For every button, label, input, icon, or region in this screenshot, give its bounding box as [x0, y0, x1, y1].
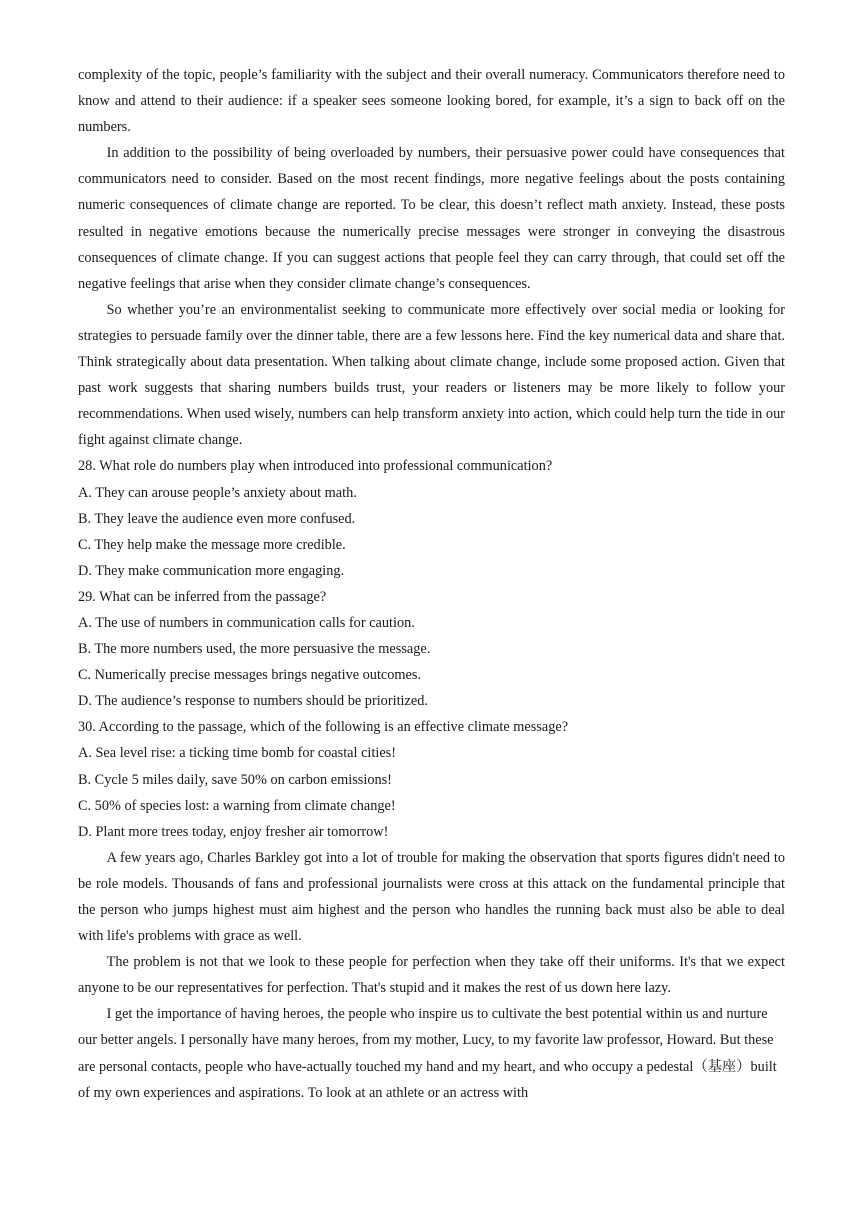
question-30-option-d: D. Plant more trees today, enjoy fresher air tomorrow! — [78, 823, 389, 840]
passage-one-paragraph-1: complexity of the topic, people’s familiarity with the subject and their overall numeracy. Communicators therefore need to know and attend to their audience: if a speaker sees someone looking bored, for example, it’s a sign to back off on the numbers. — [78, 67, 785, 136]
passage-one-paragraph-3: So whether you’re an environmentalist seeking to communicate more effectively over social media or looking for strategies to persuade family over the dinner table, there are a few lessons here. Find the key numerical data and share that. Think strategically about data presentation. When talking about climate change, include some proposed action. Given that past work suggests that sharing numbers builds trust, your readers or listeners may be more likely to follow your recommendations. When used wisely, numbers can help transform anxiety into action, which could help turn the tide in our fight against climate change. — [78, 301, 785, 449]
question-28-stem: 28. What role do numbers play when introduced into professional communication? — [78, 458, 553, 475]
question-30-option-b: B. Cycle 5 miles daily, save 50% on carbon emissions! — [78, 771, 392, 788]
passage-one-paragraph-2: In addition to the possibility of being overloaded by numbers, their persuasive power could have consequences that communicators need to consider. Based on the most recent findings, more negative feelings about the posts containing numeric consequences of climate change are reported. To be clear, this doesn’t reflect math anxiety. Instead, these posts resulted in negative emotions because the numerically precise messages were stronger in conveying the disastrous consequences of climate change. If you can suggest actions that people feel they can carry through, that could set off the negative feelings that arise when they consider climate change’s consequences. — [78, 145, 785, 292]
passage-one — [78, 62, 785, 453]
question-28-option-b: B. They leave the audience even more confused. — [78, 510, 356, 527]
question-28-option-c: C. They help make the message more credible. — [78, 536, 346, 553]
question-29-stem: 29. What can be inferred from the passage? — [78, 588, 327, 605]
question-28-option-d: D. They make communication more engaging. — [78, 562, 345, 579]
question-29-option-d: D. The audience’s response to numbers should be prioritized. — [78, 693, 428, 710]
question-30 — [78, 714, 785, 844]
question-29-option-c: C. Numerically precise messages brings negative outcomes. — [78, 667, 422, 684]
question-29 — [78, 584, 785, 714]
question-28-option-a: A. They can arouse people’s anxiety about math. — [78, 484, 357, 501]
passage-two-paragraph-2: The problem is not that we look to these people for perfection when they take off their uniforms. It's that we expect anyone to be our representatives for perfection. That's stupid and it makes the rest of us down here lazy. — [78, 954, 785, 997]
question-30-option-c: C. 50% of species lost: a warning from climate change! — [78, 797, 396, 814]
passage-two-paragraph-1: A few years ago, Charles Barkley got into a lot of trouble for making the observation that sports figures didn't need to be role models. Thousands of fans and professional journalists were cross at this attack on the fundamental principle that the person who jumps highest must aim highest and the person who handles the running back must also be able to deal with life's problems with grace as well. — [78, 849, 785, 945]
document-page — [78, 62, 785, 1106]
question-28 — [78, 453, 785, 583]
passage-two-paragraph-3: I get the importance of having heroes, the people who inspire us to cultivate the best potential within us and nurture our better angels. I personally have many heroes, from my mother, Lucy, to my favorite law professor, Howard. But these are personal contacts, people who have-actually touched my hand and my heart, and who occupy a pedestal（基座）built of my own experiences and aspirations. To look at an athlete or an actress with — [78, 1006, 777, 1101]
passage-two — [78, 845, 785, 1106]
question-30-stem: 30. According to the passage, which of the following is an effective climate message? — [78, 719, 569, 736]
question-30-option-a: A. Sea level rise: a ticking time bomb for coastal cities! — [78, 745, 397, 762]
question-29-option-b: B. The more numbers used, the more persuasive the message. — [78, 641, 431, 658]
question-29-option-a: A. The use of numbers in communication calls for caution. — [78, 614, 415, 631]
